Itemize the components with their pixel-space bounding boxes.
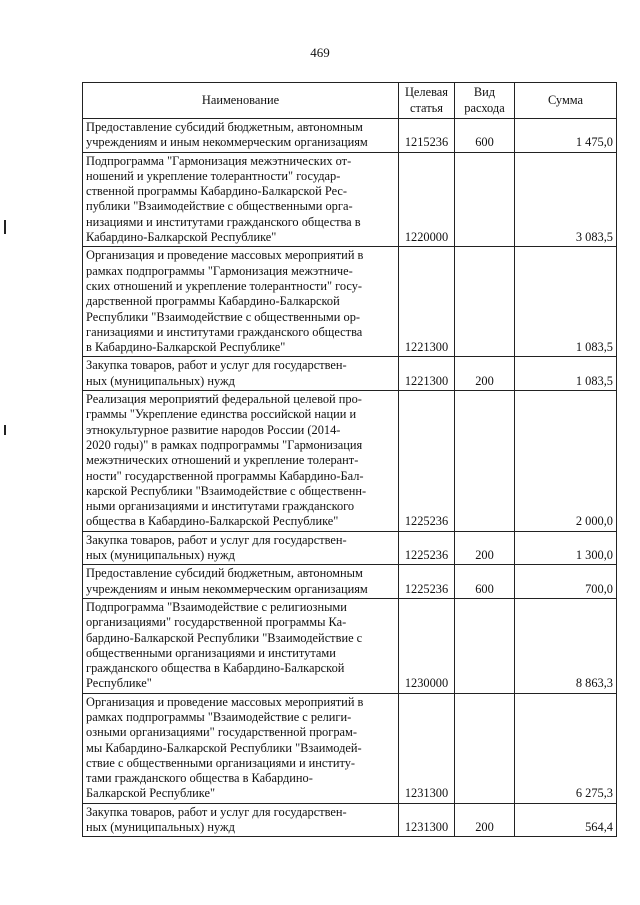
row-expense-kind: 600 bbox=[455, 119, 515, 153]
row-name: Закупка товаров, работ и услуг для государствен- ных (муниципальных) нужд bbox=[83, 531, 399, 565]
row-target-article: 1225236 bbox=[399, 391, 455, 532]
row-name: Организация и проведение массовых мероприятий в рамках подпрограммы "Гармонизация межэтниче- ских отношений и укрепление толерантности" госу- дарственной программы Кабардино-Балкарской Республики "Взаимодействие с общественными ор- ганизациями и институтами гражданского общества в Кабардино-Балкарской Республике" bbox=[83, 247, 399, 357]
row-sum: 700,0 bbox=[515, 565, 617, 599]
row-sum: 2 000,0 bbox=[515, 391, 617, 532]
row-name: Реализация мероприятий федеральной целевой про- граммы "Укрепление единства российской нации и этнокультурное развитие народов России (2014- 2020 годы)" в рамках подпрограммы "Гармонизация межэтнических отношений и укрепление толерант- ности" государственной программы Кабардино-Бал- карской Республики "Взаимодействие с общественн- ными организациями и институтами гражданского общества в Кабардино-Балкарской Республике" bbox=[83, 391, 399, 532]
row-expense-kind: 200 bbox=[455, 803, 515, 837]
header-target-article: Целевая статья bbox=[399, 83, 455, 119]
row-sum: 1 475,0 bbox=[515, 119, 617, 153]
row-sum: 1 300,0 bbox=[515, 531, 617, 565]
row-expense-kind bbox=[455, 152, 515, 247]
table-row bbox=[83, 391, 617, 532]
row-target-article: 1220000 bbox=[399, 152, 455, 247]
row-expense-kind: 600 bbox=[455, 565, 515, 599]
row-sum: 564,4 bbox=[515, 803, 617, 837]
table-row bbox=[83, 565, 617, 599]
row-target-article: 1231300 bbox=[399, 693, 455, 803]
row-target-article: 1231300 bbox=[399, 803, 455, 837]
table-row bbox=[83, 693, 617, 803]
row-name: Закупка товаров, работ и услуг для государствен- ных (муниципальных) нужд bbox=[83, 803, 399, 837]
table-row bbox=[83, 803, 617, 837]
row-sum: 1 083,5 bbox=[515, 357, 617, 391]
scan-margin-mark bbox=[4, 425, 6, 435]
row-expense-kind bbox=[455, 693, 515, 803]
row-expense-kind: 200 bbox=[455, 531, 515, 565]
table-row bbox=[83, 152, 617, 247]
row-sum: 6 275,3 bbox=[515, 693, 617, 803]
row-name: Предоставление субсидий бюджетным, автономным учреждениям и иным некоммерческим организациям bbox=[83, 119, 399, 153]
row-sum: 8 863,3 bbox=[515, 598, 617, 693]
row-target-article: 1225236 bbox=[399, 565, 455, 599]
row-target-article: 1230000 bbox=[399, 598, 455, 693]
budget-table bbox=[82, 82, 617, 837]
row-expense-kind: 200 bbox=[455, 357, 515, 391]
row-sum: 3 083,5 bbox=[515, 152, 617, 247]
row-expense-kind bbox=[455, 598, 515, 693]
row-sum: 1 083,5 bbox=[515, 247, 617, 357]
table-header-row bbox=[83, 83, 617, 119]
row-target-article: 1225236 bbox=[399, 531, 455, 565]
table-row bbox=[83, 119, 617, 153]
header-sum: Сумма bbox=[515, 83, 617, 119]
row-name: Закупка товаров, работ и услуг для государствен- ных (муниципальных) нужд bbox=[83, 357, 399, 391]
row-name: Организация и проведение массовых мероприятий в рамках подпрограммы "Взаимодействие с религи- озными организациями" государственной програм- мы Кабардино-Балкарской Республики "Взаимодей- ствие с общественными организациями и институ- тами гражданского общества в Кабардино- Балкарской Республике" bbox=[83, 693, 399, 803]
table-row bbox=[83, 531, 617, 565]
row-expense-kind bbox=[455, 391, 515, 532]
table-row bbox=[83, 598, 617, 693]
page-number: 469 bbox=[310, 45, 330, 60]
row-name: Предоставление субсидий бюджетным, автономным учреждениям и иным некоммерческим организациям bbox=[83, 565, 399, 599]
row-name: Подпрограмма "Гармонизация межэтнических от- ношений и укрепление толерантности" государ- ственной программы Кабардино-Балкарской Рес- публики "Взаимодействие с общественными орга- низациями и институтами гражданского общества в Кабардино-Балкарской Республике" bbox=[83, 152, 399, 247]
header-name: Наименование bbox=[83, 83, 399, 119]
row-target-article: 1215236 bbox=[399, 119, 455, 153]
table-row bbox=[83, 357, 617, 391]
table-row bbox=[83, 247, 617, 357]
scan-margin-mark bbox=[4, 220, 6, 234]
row-target-article: 1221300 bbox=[399, 247, 455, 357]
row-expense-kind bbox=[455, 247, 515, 357]
row-target-article: 1221300 bbox=[399, 357, 455, 391]
row-name: Подпрограмма "Взаимодействие с религиозными организациями" государственной программы Ка- бардино-Балкарской Республики "Взаимодействие с общественными организациями и институтами гражданского общества в Кабардино-Балкарской Республике" bbox=[83, 598, 399, 693]
header-expense-kind: Вид расхода bbox=[455, 83, 515, 119]
